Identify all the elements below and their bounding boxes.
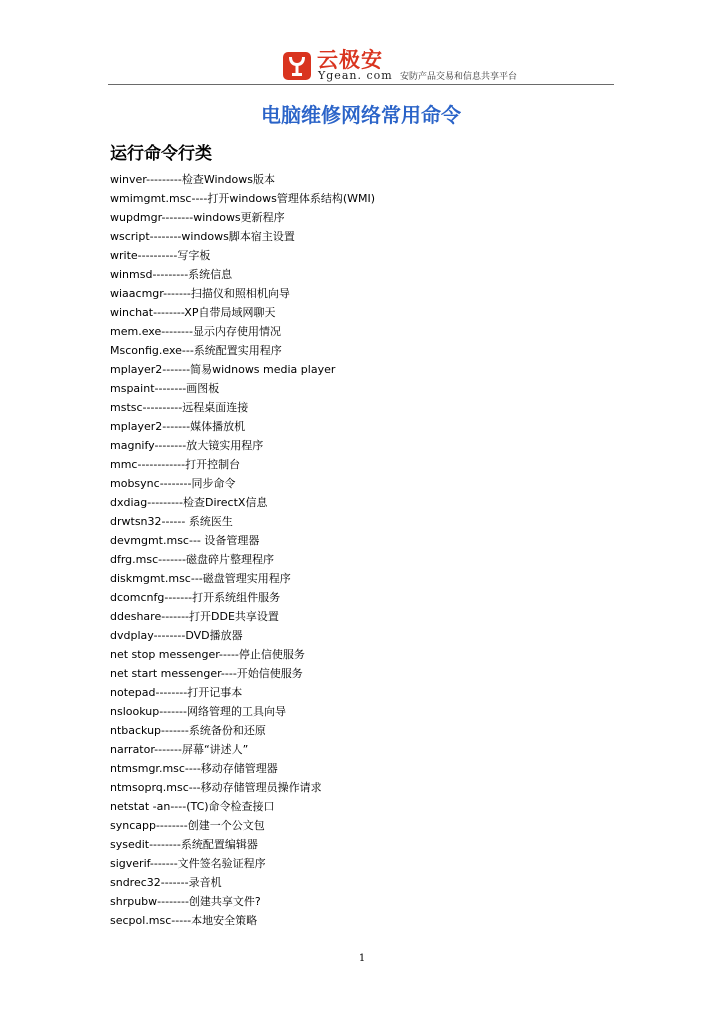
command-item: notepad--------打开记事本 <box>110 686 243 699</box>
page-number: 1 <box>358 953 366 964</box>
command-item: ntmsmgr.msc----移动存储管理器 <box>110 762 278 775</box>
command-item: narrator-------屏幕“讲述人” <box>110 743 249 756</box>
command-item: ntbackup-------系统备份和还原 <box>110 724 266 737</box>
document-title: 电脑维修网络常用命令 <box>261 103 461 127</box>
command-item: net stop messenger-----停止信使服务 <box>110 648 305 661</box>
command-item: mstsc----------远程桌面连接 <box>110 401 249 414</box>
command-item: netstat -an----(TC)命令检查接口 <box>110 800 275 813</box>
command-item: secpol.msc-----本地安全策略 <box>110 914 258 927</box>
command-item: Msconfig.exe---系统配置实用程序 <box>110 344 282 357</box>
command-item: magnify--------放大镜实用程序 <box>110 439 264 452</box>
command-item: dvdplay--------DVD播放器 <box>110 629 243 642</box>
command-item: mplayer2-------简易widnows media player <box>110 363 336 376</box>
command-item: mplayer2-------媒体播放机 <box>110 420 246 433</box>
command-item: diskmgmt.msc---磁盘管理实用程序 <box>110 572 291 585</box>
page-header <box>0 0 724 90</box>
command-item: sigverif-------文件签名验证程序 <box>110 857 266 870</box>
command-item: winver---------检查Windows版本 <box>110 173 275 186</box>
command-item: drwtsn32------ 系统医生 <box>110 515 233 528</box>
command-item: shrpubw--------创建共享文件? <box>110 895 261 908</box>
command-item: wiaacmgr-------扫描仪和照相机向导 <box>110 287 290 300</box>
command-item: ddeshare-------打开DDE共享设置 <box>110 610 279 623</box>
command-item: mem.exe--------显示内存使用情况 <box>110 325 281 338</box>
command-item: wupdmgr--------windows更新程序 <box>110 211 285 224</box>
header-divider <box>108 84 614 85</box>
command-item: write----------写字板 <box>110 249 211 262</box>
command-item: dxdiag---------检查DirectX信息 <box>110 496 268 509</box>
command-item: mspaint--------画图板 <box>110 382 220 395</box>
command-item: winchat--------XP自带局域网聊天 <box>110 306 276 319</box>
command-item: net start messenger----开始信使服务 <box>110 667 303 680</box>
command-item: mmc------------打开控制台 <box>110 458 241 471</box>
command-item: winmsd---------系统信息 <box>110 268 233 281</box>
command-item: mobsync--------同步命令 <box>110 477 236 490</box>
command-item: dcomcnfg-------打开系统组件服务 <box>110 591 281 604</box>
command-item: syncapp--------创建一个公文包 <box>110 819 265 832</box>
command-item: nslookup-------网络管理的工具向导 <box>110 705 286 718</box>
command-item: sysedit--------系统配置编辑器 <box>110 838 258 851</box>
header-tagline: 安防产品交易和信息共享平台 <box>400 72 518 82</box>
ygean-logo-icon <box>283 52 311 80</box>
command-item: sndrec32-------录音机 <box>110 876 222 889</box>
brand-name-chinese: 云极安 <box>317 48 383 72</box>
command-item: ntmsoprq.msc---移动存储管理员操作请求 <box>110 781 322 794</box>
brand-name-english: Ygean. com <box>318 69 393 82</box>
command-item: dfrg.msc-------磁盘碎片整理程序 <box>110 553 274 566</box>
command-item: devmgmt.msc--- 设备管理器 <box>110 534 260 547</box>
command-item: wscript--------windows脚本宿主设置 <box>110 230 295 243</box>
command-list <box>110 170 375 930</box>
section-heading: 运行命令行类 <box>110 144 212 164</box>
command-item: wmimgmt.msc----打开windows管理体系结构(WMI) <box>110 192 376 205</box>
